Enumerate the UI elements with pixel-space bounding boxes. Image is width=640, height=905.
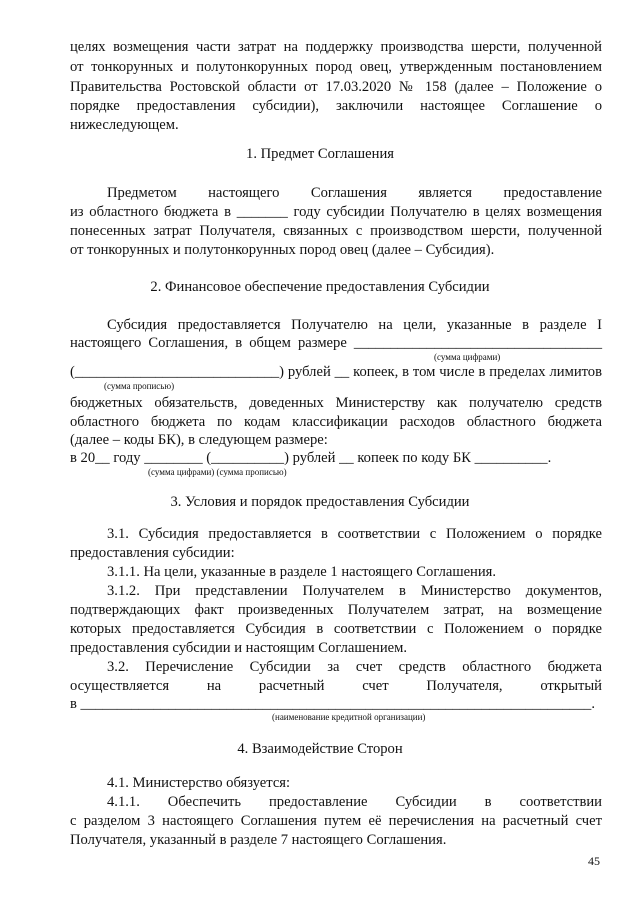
section-4-line: 4.1.1. Обеспечить предоставление Субсидии в соответствии <box>107 794 602 810</box>
intro-line: порядке предоставления субсидии), заключили настоящее Соглашение о <box>70 98 602 114</box>
intro-line: от тонкорунных и полутонкорунных пород овец, утвержденным постановлением <box>70 59 602 75</box>
section-1-line: понесенных затрат Получателя, связанных с производством шерсти, полученной <box>70 223 602 239</box>
page-number: 45 <box>588 854 600 868</box>
section-4-line: 4.1. Министерство обязуется: <box>107 775 291 791</box>
caption-bank-name: (наименование кредитной организации) <box>272 712 426 722</box>
intro-line: нижеследующем. <box>70 117 179 133</box>
section-2-line: (____________________________) рублей __ копеек, в том числе в пределах лимитов <box>70 364 602 380</box>
section-2-line: настоящего Соглашения, в общем размере __________________________________ <box>70 335 602 351</box>
section-4-line: с разделом 3 настоящего Соглашения путем её перечисления на расчетный счет <box>70 813 602 829</box>
section-2-line: Субсидия предоставляется Получателю на цели, указанные в разделе I <box>107 317 602 333</box>
section-3-line: 3.1.1. На цели, указанные в разделе 1 настоящего Соглашения. <box>107 564 497 580</box>
section-2-line: (далее – коды БК), в следующем размере: <box>70 432 328 448</box>
section-1-line: Предметом настоящего Соглашения является предоставление <box>107 185 602 201</box>
caption-sum-words: (сумма прописью) <box>104 381 175 391</box>
section-2-heading: 2. Финансовое обеспечение предоставления Субсидии <box>150 279 490 295</box>
section-2-line: в 20__ году ________ (__________) рублей __ копеек по коду БК __________. <box>70 450 552 466</box>
section-3-line: осуществляется на расчетный счет Получателя, открытый <box>70 678 602 694</box>
section-3-line: подтверждающих факт произведенных Получателем затрат, на возмещение <box>70 602 602 618</box>
intro-line: Правительства Ростовской области от 17.03.2020 № 158 (далее – Положение о <box>70 79 602 95</box>
caption-sum-digits-words: (сумма цифрами) (сумма прописью) <box>148 467 287 477</box>
section-1-line: от тонкорунных и полутонкорунных пород овец (далее – Субсидия). <box>70 242 495 258</box>
intro-line: целях возмещения части затрат на поддержку производства шерсти, полученной <box>70 39 602 55</box>
section-4-heading: 4. Взаимодействие Сторон <box>237 741 403 757</box>
section-2-line: областного бюджета по кодам классификации расходов областного бюджета <box>70 414 602 430</box>
section-2-line: бюджетных обязательств, доведенных Министерству как получателю средств <box>70 395 602 411</box>
section-3-line: которых предоставляется Субсидия в соответствии с Положением о порядке <box>70 621 602 637</box>
section-3-line: 3.1.2. При представлении Получателем в Министерство документов, <box>107 583 602 599</box>
section-3-line: предоставления субсидии: <box>70 545 235 561</box>
section-3-heading: 3. Условия и порядок предоставления Субсидии <box>170 494 470 510</box>
section-1-line: из областного бюджета в _______ году субсидии Получателю в целях возмещения <box>70 204 602 220</box>
section-1-heading: 1. Предмет Соглашения <box>246 146 394 162</box>
section-3-line: предоставления субсидии и настоящим Соглашением. <box>70 640 408 656</box>
section-3-line: в ______________________________________________________________________. <box>70 696 595 712</box>
section-4-line: Получателя, указанный в разделе 7 настоящего Соглашения. <box>70 832 447 848</box>
caption-sum-digits: (сумма цифрами) <box>434 352 501 362</box>
section-3-line: 3.1. Субсидия предоставляется в соответствии с Положением о порядке <box>107 526 602 542</box>
section-3-line: 3.2. Перечисление Субсидии за счет средств областного бюджета <box>107 659 602 675</box>
